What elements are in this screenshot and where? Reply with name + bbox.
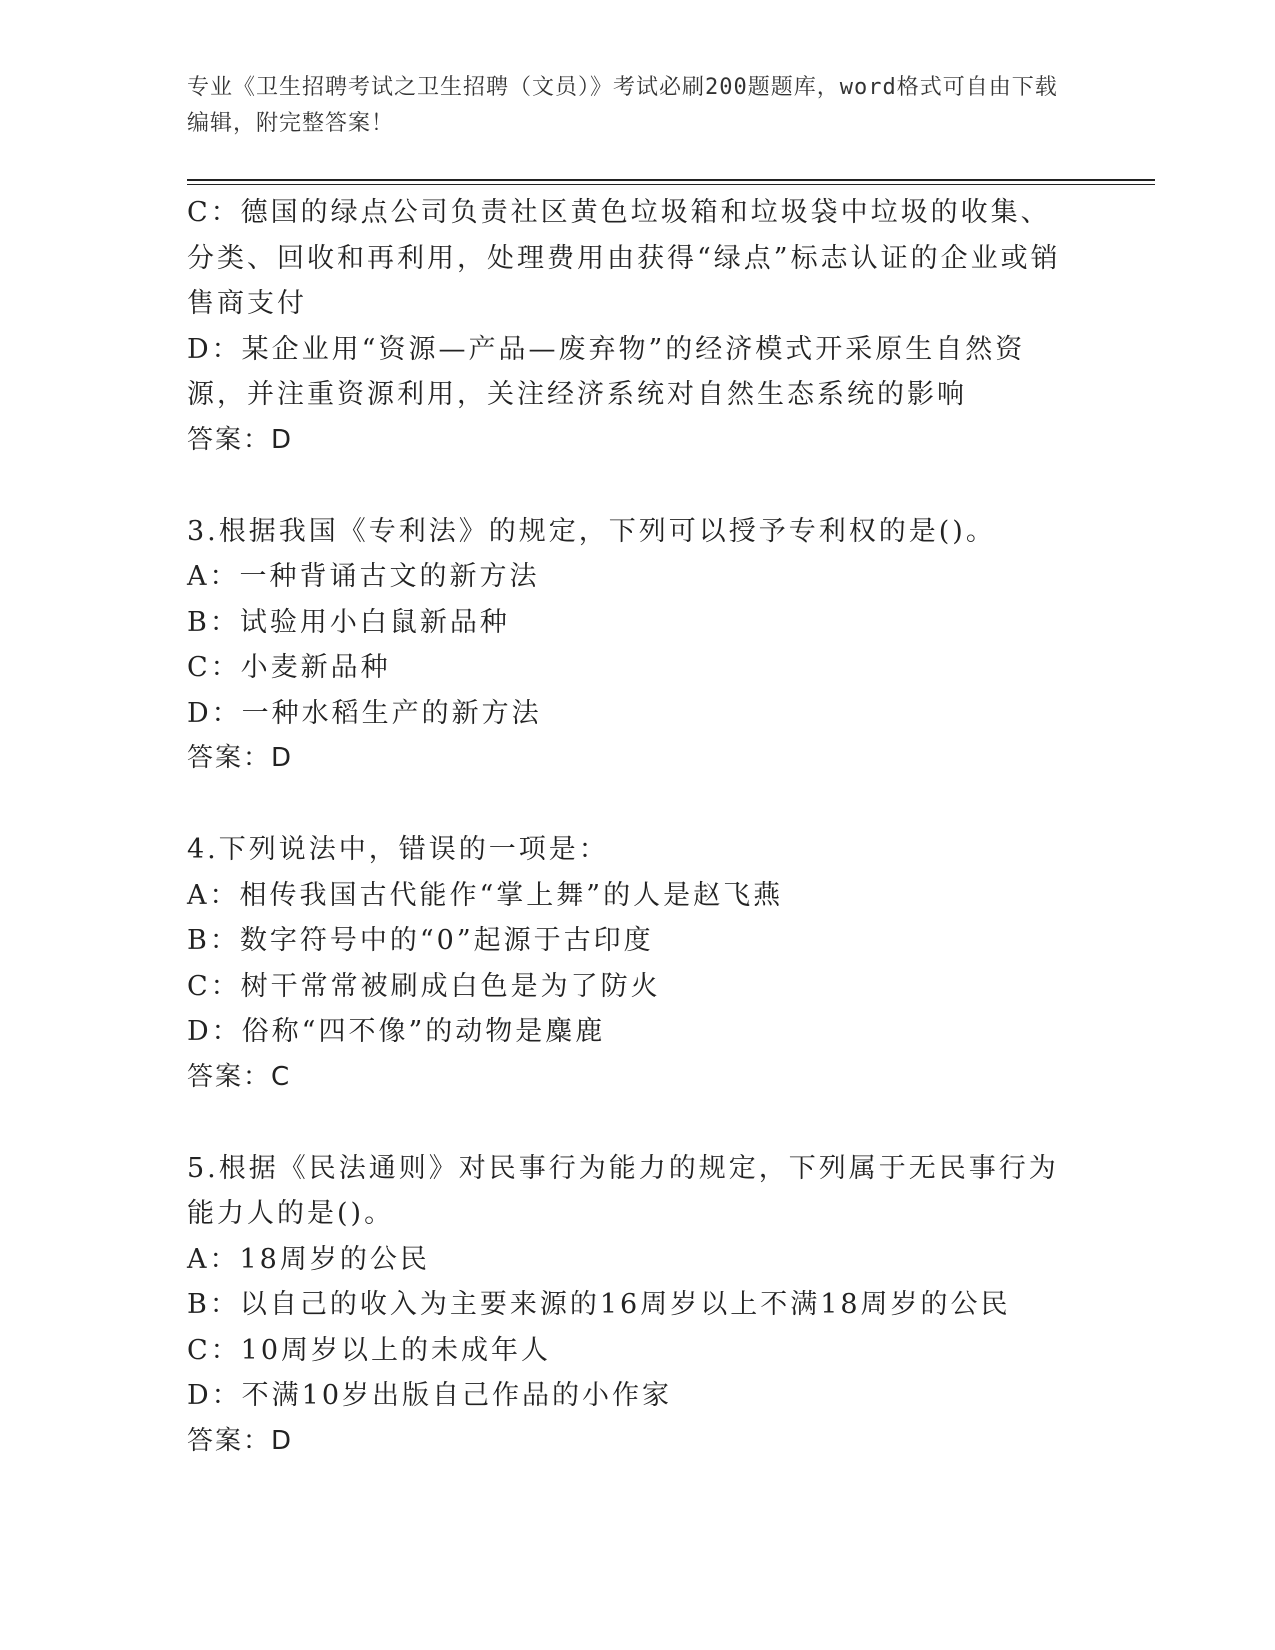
answer: 答案：C <box>187 1061 292 1092</box>
q2-option-d: D：某企业用“资源—产品—废弃物”的经济模式开采原生自然资源，并注重资源利用，关注经济系统对自然生态系统的影响 <box>187 333 1026 410</box>
option-d: D：一种水稻生产的新方法 <box>187 697 542 729</box>
question-5 <box>187 1146 1087 1465</box>
question-4 <box>187 827 1087 1100</box>
option-c: C：小麦新品种 <box>187 652 391 683</box>
q2-answer: 答案：D <box>187 424 294 455</box>
header-rule-thick <box>187 179 1155 181</box>
question-list <box>187 190 1087 1464</box>
question-stem: 3.根据我国《专利法》的规定，下列可以授予专利权的是()。 <box>187 515 996 547</box>
document-header: 专业《卫生招聘考试之卫生招聘（文员）》考试必刷200题题库，word格式可自由下载编辑，附完整答案！ <box>187 75 1058 136</box>
question-stem: 4.下列说法中，错误的一项是： <box>187 834 609 865</box>
option-a: A：18周岁的公民 <box>187 1243 430 1275</box>
option-b: B：数字符号中的“0”起源于古印度 <box>187 925 654 956</box>
option-a: A：相传我国古代能作“掌上舞”的人是赵飞燕 <box>187 879 784 911</box>
option-d: D：不满10岁出版自己作品的小作家 <box>187 1380 673 1411</box>
answer: 答案：D <box>187 743 294 773</box>
q2-option-c: C：德国的绿点公司负责社区黄色垃圾箱和垃圾袋中垃圾的收集、分类、回收和再利用，处理费用由获得“绿点”标志认证的企业或销售商支付 <box>187 197 1061 319</box>
question-3 <box>187 509 1087 782</box>
option-b: B：以自己的收入为主要来源的16周岁以上不满18周岁的公民 <box>187 1289 1011 1320</box>
question-stem: 5.根据《民法通则》对民事行为能力的规定，下列属于无民事行为能力人的是()。 <box>187 1152 1059 1229</box>
option-c: C：树干常常被刷成白色是为了防火 <box>187 970 661 1002</box>
answer: 答案：D <box>187 1425 294 1456</box>
header-rule-thin <box>187 184 1155 185</box>
option-c: C：10周岁以上的未成年人 <box>187 1334 552 1366</box>
option-d: D：俗称“四不像”的动物是麋鹿 <box>187 1016 606 1047</box>
option-a: A：一种背诵古文的新方法 <box>187 561 540 592</box>
option-b: B：试验用小白鼠新品种 <box>187 606 510 638</box>
